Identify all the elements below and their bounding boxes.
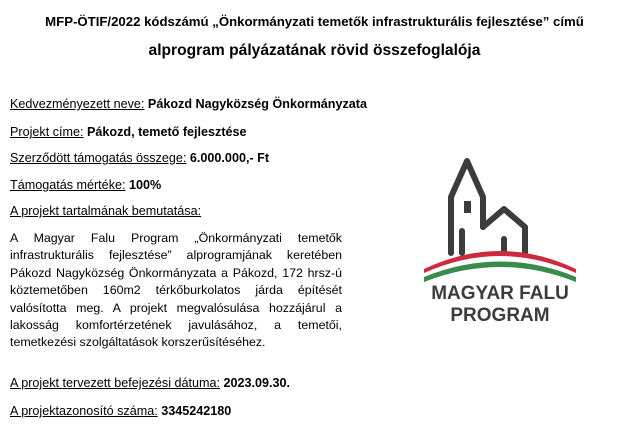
field-project-id bbox=[10, 404, 231, 418]
field-beneficiary-value: Pákozd Nagyközség Önkormányzata bbox=[144, 97, 367, 111]
field-completion-date bbox=[10, 376, 290, 390]
field-project-id-label: A projektazonosító száma: bbox=[10, 404, 158, 418]
field-project-title-value: Pákozd, temető fejlesztése bbox=[83, 125, 247, 139]
field-grant-rate-value: 100% bbox=[125, 178, 162, 192]
field-grant-amount bbox=[10, 151, 269, 165]
field-completion-date-value: 2023.09.30. bbox=[220, 376, 291, 390]
logo-text-line-2: PROGRAM bbox=[450, 305, 550, 326]
document-title-line-2: alprogram pályázatának rövid összefoglalója bbox=[148, 42, 481, 59]
project-description: A Magyar Falu Program „Önkormányzati temetők infrastrukturális fejlesztése” alprogramjának keretében Pákozd Nagyközség Önkormányzata a Pákozd, 172 hrsz-ú köztemetőben 160m2 térkőburkolatos járda építését valósította meg. A projekt megvalósulása hozzájárul a lakosság komfortérzetének javulásához, a temetői, temetkezési szolgáltatások korszerűsítéséhez. bbox=[10, 231, 342, 350]
field-grant-amount-label: Szerződött támogatás összege: bbox=[10, 151, 187, 165]
field-project-title-label: Projekt címe: bbox=[10, 125, 84, 139]
field-completion-date-label: A projekt tervezett befejezési dátuma: bbox=[10, 376, 221, 390]
field-description-heading bbox=[10, 204, 201, 218]
field-grant-rate bbox=[10, 178, 161, 192]
field-beneficiary bbox=[10, 97, 367, 111]
magyar-falu-program-logo bbox=[420, 155, 580, 330]
field-beneficiary-label: Kedvezményezett neve: bbox=[10, 97, 145, 111]
document-title-line-1: MFP-ÖTIF/2022 kódszámú „Önkormányzati temetők infrastrukturális fejlesztése” című bbox=[45, 14, 584, 29]
village-church-icon bbox=[420, 155, 580, 330]
field-project-id-value: 3345242180 bbox=[157, 404, 232, 418]
field-project-title bbox=[10, 125, 247, 139]
description-heading-label: A projekt tartalmának bemutatása: bbox=[10, 204, 202, 218]
field-grant-amount-value: 6.000.000,- Ft bbox=[186, 151, 270, 165]
logo-text-line-1: MAGYAR FALU bbox=[431, 283, 569, 304]
field-grant-rate-label: Támogatás mértéke: bbox=[10, 178, 126, 192]
